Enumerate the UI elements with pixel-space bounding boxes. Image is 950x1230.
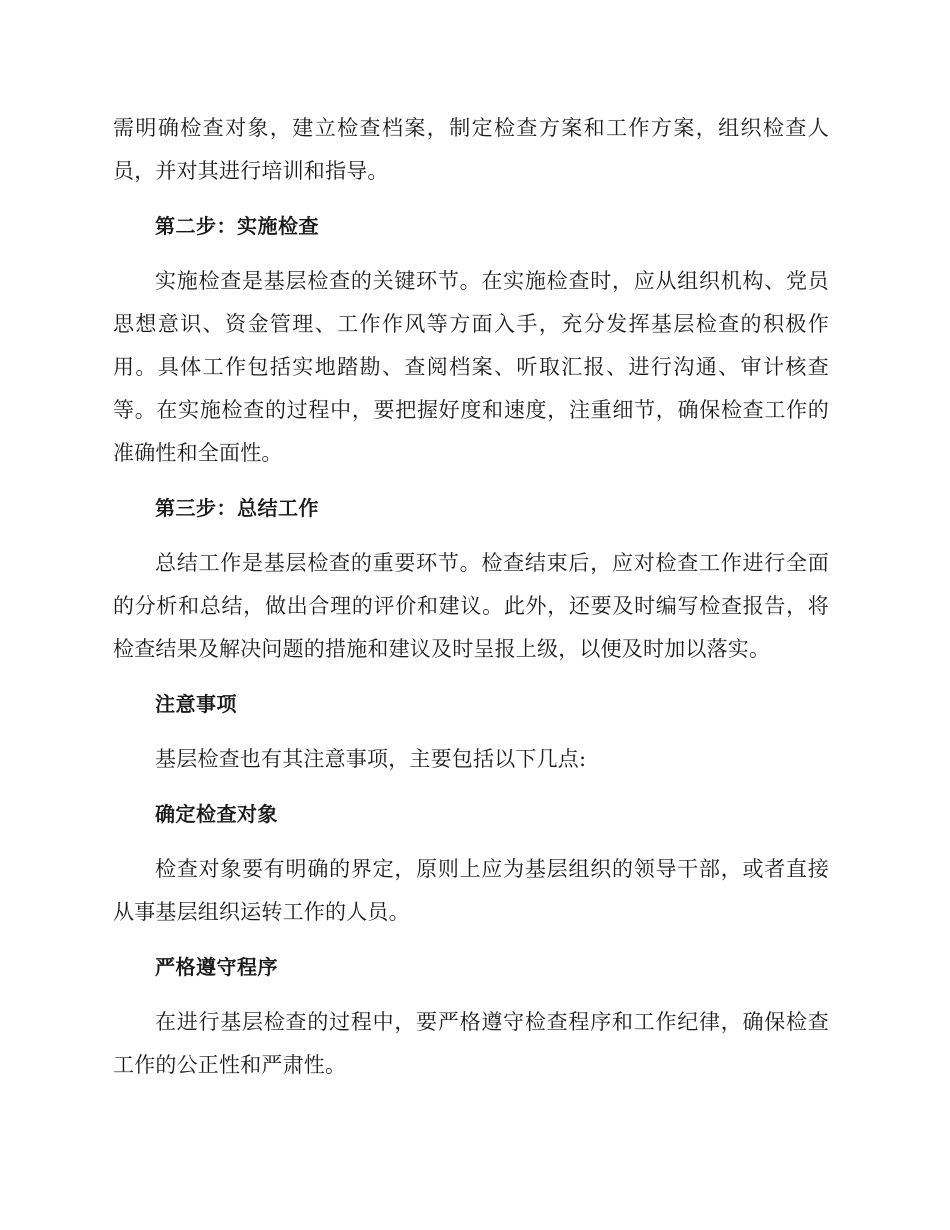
heading-notes: 注意事项 <box>155 692 237 716</box>
paragraph-follow-procedure: 在进行基层检查的过程中，要严格遵守检查程序和工作纪律，确保检查工作的公正性和严肃性。 <box>113 1010 829 1077</box>
document-body <box>113 107 829 1087</box>
paragraph-continued: 需明确检查对象，建立检查档案，制定检查方案和工作方案，组织检查人员，并对其进行培训和指导。 <box>113 116 829 183</box>
paragraph-implement-check: 实施检查是基层检查的关键环节。在实施检查时，应从组织机构、党员思想意识、资金管理、工作作风等方面入手，充分发挥基层检查的积极作用。具体工作包括实地踏勘、查阅档案、听取汇报、进行沟通、审计核查等。在实施检查的过程中，要把握好度和速度，注重细节，确保检查工作的准确性和全面性。 <box>113 269 829 465</box>
heading-step-two: 第二步：实施检查 <box>155 214 319 238</box>
spacer <box>113 726 829 738</box>
spacer <box>113 248 829 260</box>
spacer <box>113 934 829 946</box>
heading-follow-procedure: 严格遵守程序 <box>155 955 278 979</box>
spacer <box>113 836 829 848</box>
heading-define-target: 确定检查对象 <box>155 802 278 826</box>
paragraph-define-target: 检查对象要有明确的界定，原则上应为基层组织的领导干部，或者直接从事基层组织运转工作的人员。 <box>113 857 829 924</box>
spacer <box>113 193 829 205</box>
spacer <box>113 671 829 683</box>
heading-step-three: 第三步：总结工作 <box>155 496 319 520</box>
spacer <box>113 781 829 793</box>
paragraph-summarize-work: 总结工作是基层检查的重要环节。检查结束后，应对检查工作进行全面的分析和总结，做出合理的评价和建议。此外，还要及时编写检查报告，将检查结果及解决问题的措施和建议及时呈报上级，以便及时加以落实。 <box>113 551 829 661</box>
spacer <box>113 989 829 1001</box>
spacer <box>113 530 829 542</box>
paragraph-notes-intro: 基层检查也有其注意事项，主要包括以下几点: <box>155 747 587 771</box>
spacer <box>113 475 829 487</box>
